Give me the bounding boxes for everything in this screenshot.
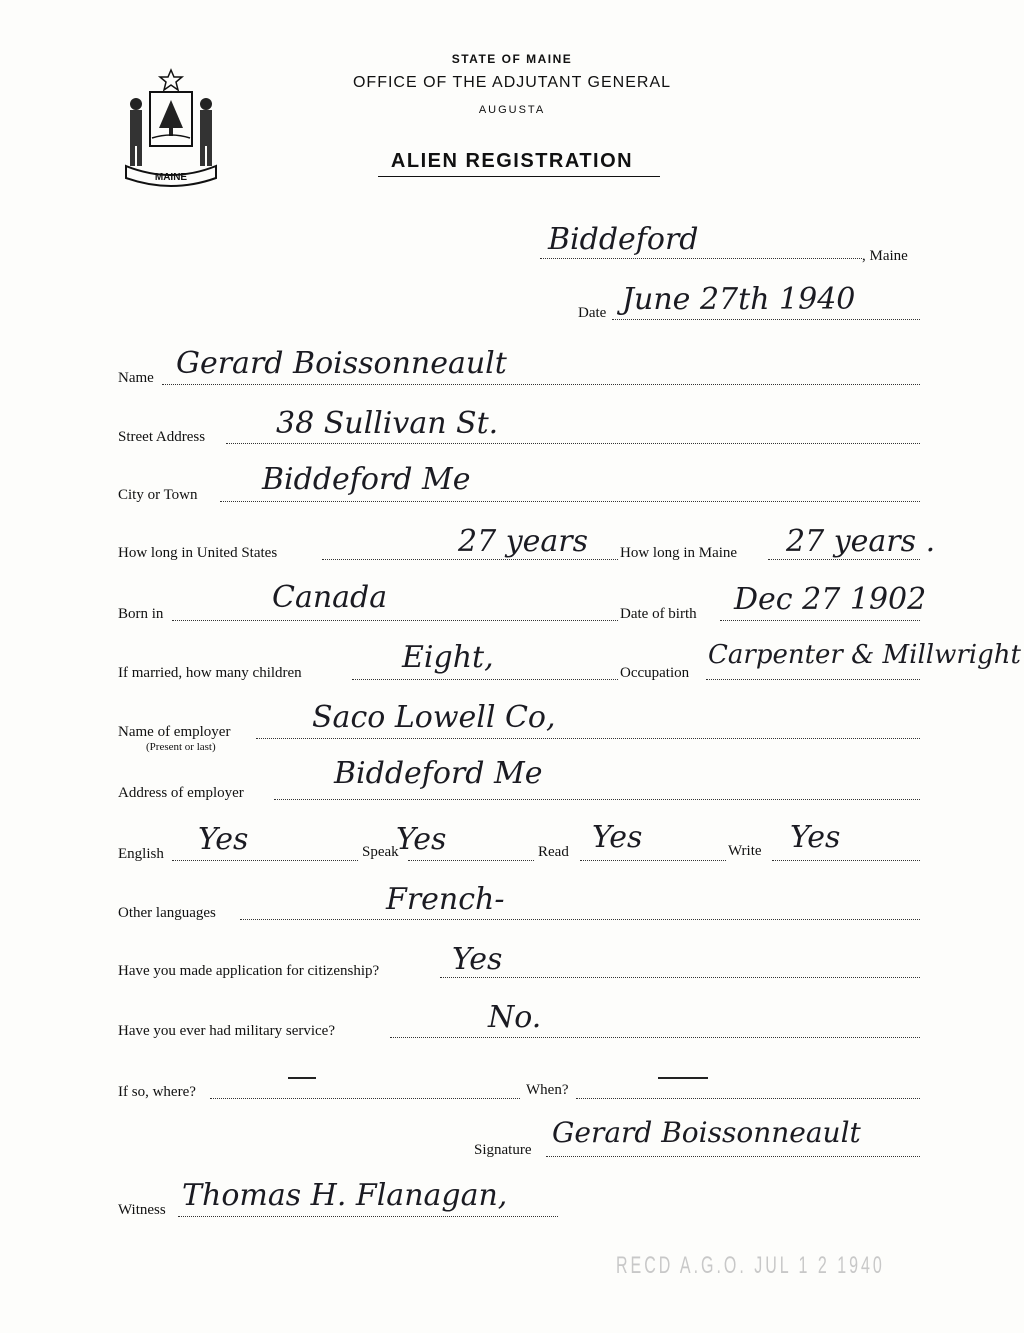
employer-label: Name of employer	[118, 724, 231, 740]
how-long-us-line	[322, 559, 618, 560]
read-label: Read	[538, 844, 569, 860]
name-line	[162, 384, 920, 385]
state-heading: STATE OF MAINE	[451, 52, 573, 66]
write-line	[772, 860, 920, 861]
military-service-line	[390, 1037, 920, 1038]
city-label: City or Town	[118, 487, 198, 503]
when-line	[576, 1098, 920, 1099]
city-heading: AUGUSTA	[478, 104, 546, 116]
other-languages-label: Other languages	[118, 905, 216, 921]
name-value: Gerard Boissonneault	[176, 346, 507, 381]
speak-value: Yes	[396, 822, 447, 857]
street-address-value: 38 Sullivan St.	[276, 406, 499, 441]
street-address-label: Street Address	[118, 429, 206, 445]
born-in-label: Born in	[118, 606, 164, 622]
where-dash	[288, 1077, 316, 1079]
how-long-maine-line	[768, 559, 920, 560]
occupation-label: Occupation	[620, 665, 690, 681]
signature-label: Signature	[474, 1142, 532, 1158]
write-value: Yes	[790, 820, 841, 855]
how-long-maine-label: How long in Maine	[620, 545, 738, 561]
place-line	[540, 258, 862, 259]
occupation-value: Carpenter & Millwright	[708, 640, 1021, 670]
read-line	[580, 860, 726, 861]
citizenship-line	[440, 977, 920, 978]
other-languages-line	[240, 919, 920, 920]
witness-value: Thomas H. Flanagan,	[182, 1178, 508, 1213]
city-value: Biddeford Me	[262, 462, 471, 497]
name-label: Name	[118, 370, 154, 386]
employer-sublabel: (Present or last)	[146, 741, 216, 753]
english-value: Yes	[198, 822, 249, 857]
signature-value: Gerard Boissonneault	[552, 1116, 861, 1149]
english-label: English	[118, 846, 164, 862]
street-address-line	[226, 443, 920, 444]
place-value: Biddeford	[548, 222, 699, 257]
born-in-line	[172, 620, 618, 621]
employer-address-label: Address of employer	[118, 785, 244, 801]
where-line	[210, 1098, 520, 1099]
children-label: If married, how many children	[118, 665, 302, 681]
date-of-birth-line	[720, 620, 920, 621]
witness-label: Witness	[118, 1202, 166, 1218]
place-suffix: , Maine	[862, 248, 908, 264]
born-in-value: Canada	[272, 580, 388, 615]
received-stamp: RECD A.G.O. JUL 1 2 1940	[616, 1253, 885, 1279]
date-value: June 27th 1940	[622, 282, 856, 317]
date-line	[612, 319, 920, 320]
speak-label: Speak	[362, 844, 399, 860]
how-long-us-label: How long in United States	[118, 545, 278, 561]
military-service-label: Have you ever had military service?	[118, 1023, 335, 1039]
citizenship-value: Yes	[452, 942, 503, 977]
employer-value: Saco Lowell Co,	[312, 700, 556, 735]
city-line	[220, 501, 920, 502]
witness-line	[178, 1216, 558, 1217]
employer-address-value: Biddeford Me	[334, 756, 543, 791]
other-languages-value: French-	[386, 882, 505, 917]
military-service-value: No.	[488, 1000, 542, 1035]
occupation-line	[706, 679, 920, 680]
children-line	[352, 679, 618, 680]
date-of-birth-label: Date of birth	[620, 606, 697, 622]
english-line	[172, 860, 358, 861]
signature-line	[546, 1156, 920, 1157]
date-label: Date	[578, 305, 607, 321]
write-label: Write	[728, 843, 762, 859]
date-of-birth-value: Dec 27 1902	[734, 582, 927, 617]
how-long-maine-value: 27 years .	[786, 524, 936, 559]
read-value: Yes	[592, 820, 643, 855]
seal-banner-text: MAINE	[154, 172, 188, 183]
employer-line	[256, 738, 920, 739]
children-value: Eight,	[402, 640, 494, 675]
office-heading: OFFICE OF THE ADJUTANT GENERAL	[352, 74, 672, 91]
when-label: When?	[526, 1082, 569, 1098]
when-dash	[658, 1077, 708, 1079]
form-title: ALIEN REGISTRATION	[390, 150, 634, 172]
employer-address-line	[274, 799, 920, 800]
how-long-us-value: 27 years	[458, 524, 589, 559]
where-label: If so, where?	[118, 1084, 196, 1100]
speak-line	[408, 860, 534, 861]
citizenship-label: Have you made application for citizenship?	[118, 963, 380, 979]
title-underline	[378, 176, 660, 177]
